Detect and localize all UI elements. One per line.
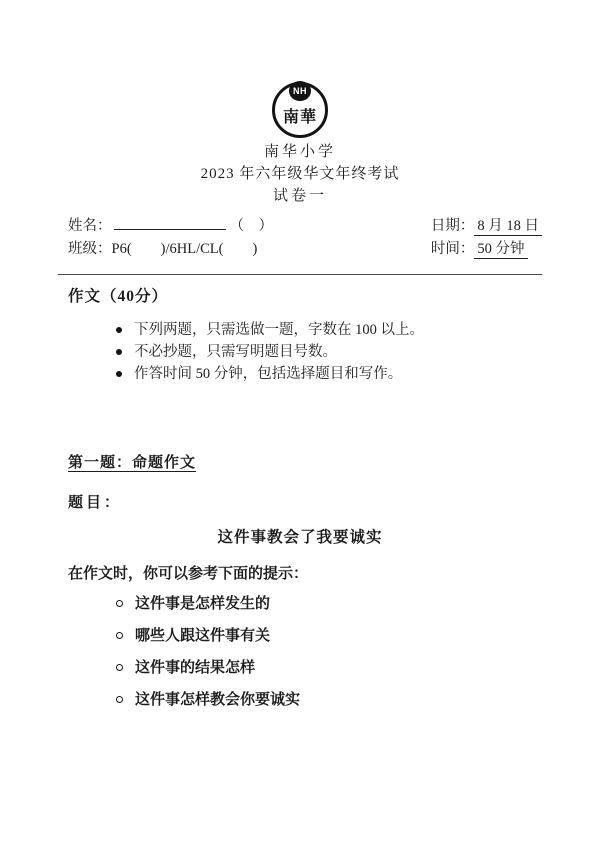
question1-heading: 第一题：命题作文	[68, 455, 197, 471]
hint-item: 这件事的结果怎样	[116, 658, 600, 678]
section-divider	[58, 274, 542, 275]
student-info-left	[68, 215, 273, 261]
exam-title: 2023 年六年级华文年终考试	[200, 166, 400, 182]
hint-item: 哪些人跟这件事有关	[116, 626, 600, 646]
time-value: 50 分钟	[474, 241, 527, 259]
hint-intro: 在作文时，你可以参考下面的提示：	[68, 566, 309, 582]
date-line	[431, 215, 542, 238]
name-label: 姓名：	[68, 218, 112, 234]
name-line	[68, 215, 273, 238]
name-paren: （ ）	[229, 218, 273, 234]
paper-number: 试卷一	[272, 188, 327, 204]
composition-section-title: 作文（40分）	[68, 288, 169, 305]
date-value: 8 月 18 日	[474, 218, 542, 236]
instruction-list	[116, 319, 600, 385]
school-crest-ring	[272, 82, 328, 138]
hint-list	[116, 594, 600, 710]
school-crest-initials: NH	[289, 81, 311, 101]
time-line	[431, 238, 542, 261]
instruction-item: 下列两题，只需选做一题，字数在 100 以上。	[116, 319, 600, 341]
topic-label: 题目：	[68, 495, 123, 511]
school-name: 南华小学	[263, 144, 336, 160]
hint-item: 这件事是怎样发生的	[116, 594, 600, 614]
time-label: 时间：	[430, 241, 475, 257]
instruction-item: 作答时间 50 分钟，包括选择题目和写作。	[116, 363, 600, 385]
student-info-right	[431, 215, 542, 261]
hint-item: 这件事怎样教会你要诚实	[116, 690, 600, 710]
instruction-item: 不必抄题，只需写明题目号数。	[116, 341, 600, 363]
class-value: P6( )/6HL/CL( )	[111, 241, 258, 257]
class-label: 班级：	[68, 241, 112, 257]
date-label: 日期：	[430, 218, 475, 234]
student-info-row	[68, 215, 542, 261]
class-line	[68, 238, 273, 261]
school-crest-chinese: 南華	[282, 109, 317, 126]
name-blank-line	[114, 215, 226, 230]
composition-title: 这件事教会了我要诚实	[217, 529, 383, 546]
school-crest	[0, 0, 600, 138]
